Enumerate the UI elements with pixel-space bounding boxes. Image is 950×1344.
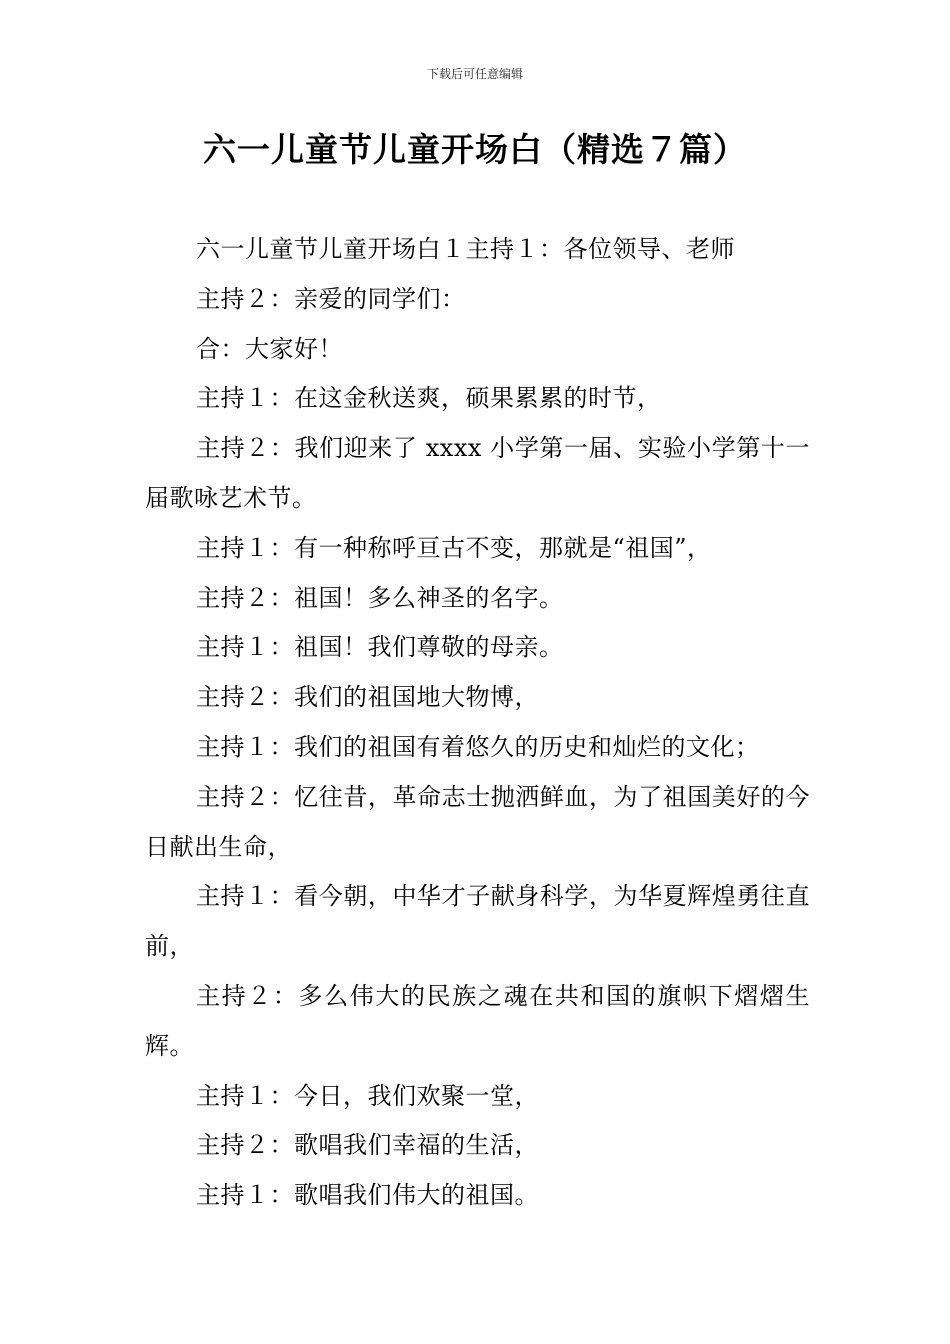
paragraph: 主持２：我们的祖国地大物博， bbox=[196, 683, 539, 712]
paragraph: 主持１：在这金秋送爽，硕果累累的时节， bbox=[196, 384, 662, 413]
document-title: 六一儿童节儿童开场白（精选７篇） bbox=[203, 130, 747, 169]
document-body bbox=[145, 225, 810, 1221]
paragraph: 主持２：我们迎来了 xxxx 小学第一届、实验小学第十一届歌咏艺术节。 bbox=[145, 434, 810, 512]
paragraph: 主持２：忆往昔，革命志士抛洒鲜血，为了祖国美好的今日献出生命， bbox=[145, 782, 810, 861]
paragraph: 主持１：祖国！我们尊敬的母亲。 bbox=[196, 633, 564, 662]
paragraph: 主持２：祖国！多么神圣的名字。 bbox=[196, 583, 564, 612]
paragraph: 主持２：亲爱的同学们： bbox=[196, 284, 466, 313]
paragraph: 主持１：看今朝，中华才子献身科学，为华夏辉煌勇往直前， bbox=[145, 882, 810, 961]
paragraph: 六一儿童节儿童开场白１主持１：各位领导、老师 bbox=[196, 235, 735, 263]
paragraph: 合：大家好！ bbox=[196, 334, 343, 363]
paragraph: 主持１：今日，我们欢聚一堂， bbox=[196, 1081, 539, 1110]
paragraph: 主持１：我们的祖国有着悠久的历史和灿烂的文化； bbox=[196, 732, 760, 761]
paragraph: 主持１：有一种称呼亘古不变，那就是“祖国”， bbox=[196, 533, 712, 562]
paragraph: 主持２：多么伟大的民族之魂在共和国的旗帜下熠熠生辉。 bbox=[145, 981, 810, 1060]
paragraph: 主持２：歌唱我们幸福的生活， bbox=[196, 1131, 539, 1160]
paragraph: 主持１：歌唱我们伟大的祖国。 bbox=[196, 1181, 539, 1210]
header-note: 下载后可任意编辑 bbox=[426, 67, 523, 81]
